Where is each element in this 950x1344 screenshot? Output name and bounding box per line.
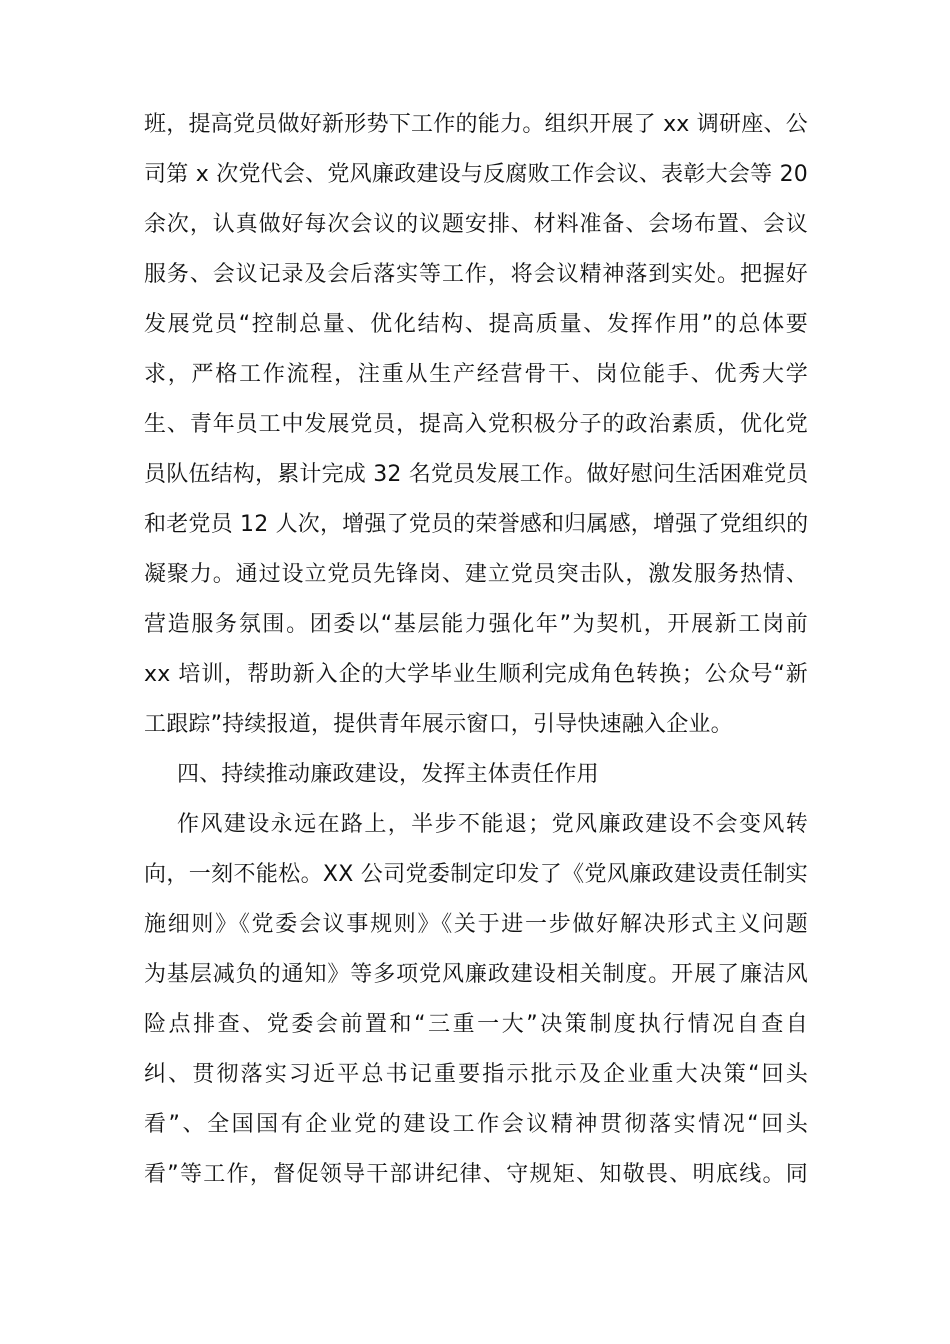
text-line: 为基层减负的通知》等多项党风廉政建设相关制度。开展了廉洁风 — [144, 962, 808, 987]
text-line: 险点排查、党委会前置和“三重一大”决策制度执行情况自查自 — [144, 1012, 808, 1037]
text-line: 作风建设永远在路上，半步不能退；党风廉政建设不会变风转 — [177, 812, 808, 837]
section-heading: 四、持续推动廉政建设，发挥主体责任作用 — [177, 762, 599, 787]
text-line: 司第 x 次党代会、党风廉政建设与反腐败工作会议、表彰大会等 20 — [144, 162, 808, 187]
text-line: 余次，认真做好每次会议的议题安排、材料准备、会场布置、会议 — [144, 212, 808, 237]
text-line: xx 培训，帮助新入企的大学毕业生顺利完成角色转换；公众号“新 — [144, 662, 808, 687]
text-line: 看”、全国国有企业党的建设工作会议精神贯彻落实情况“回头 — [144, 1112, 808, 1137]
text-line: 生、青年员工中发展党员，提高入党积极分子的政治素质，优化党 — [144, 412, 808, 437]
body-text — [144, 100, 808, 1200]
text-line: 发展党员“控制总量、优化结构、提高质量、发挥作用”的总体要 — [144, 312, 808, 337]
text-line: 求，严格工作流程，注重从生产经营骨干、岗位能手、优秀大学 — [144, 362, 808, 387]
text-line: 班，提高党员做好新形势下工作的能力。组织开展了 xx 调研座、公 — [144, 112, 808, 137]
text-line: 工跟踪”持续报道，提供青年展示窗口，引导快速融入企业。 — [144, 712, 733, 737]
text-line: 纠、贯彻落实习近平总书记重要指示批示及企业重大决策“回头 — [144, 1062, 808, 1087]
text-line: 凝聚力。通过设立党员先锋岗、建立党员突击队，激发服务热情、 — [144, 562, 808, 587]
text-line: 营造服务氛围。团委以“基层能力强化年”为契机，开展新工岗前 — [144, 612, 808, 637]
text-line: 向，一刻不能松。XX 公司党委制定印发了《党风廉政建设责任制实 — [144, 862, 808, 887]
text-line: 看”等工作，督促领导干部讲纪律、守规矩、知敬畏、明底线。同 — [144, 1162, 808, 1187]
text-line: 和老党员 12 人次，增强了党员的荣誉感和归属感，增强了党组织的 — [144, 512, 808, 537]
text-line: 员队伍结构，累计完成 32 名党员发展工作。做好慰问生活困难党员 — [144, 462, 808, 487]
text-line: 施细则》《党委会议事规则》《关于进一步做好解决形式主义问题 — [144, 912, 808, 937]
text-line: 服务、会议记录及会后落实等工作，将会议精神落到实处。把握好 — [144, 262, 808, 287]
